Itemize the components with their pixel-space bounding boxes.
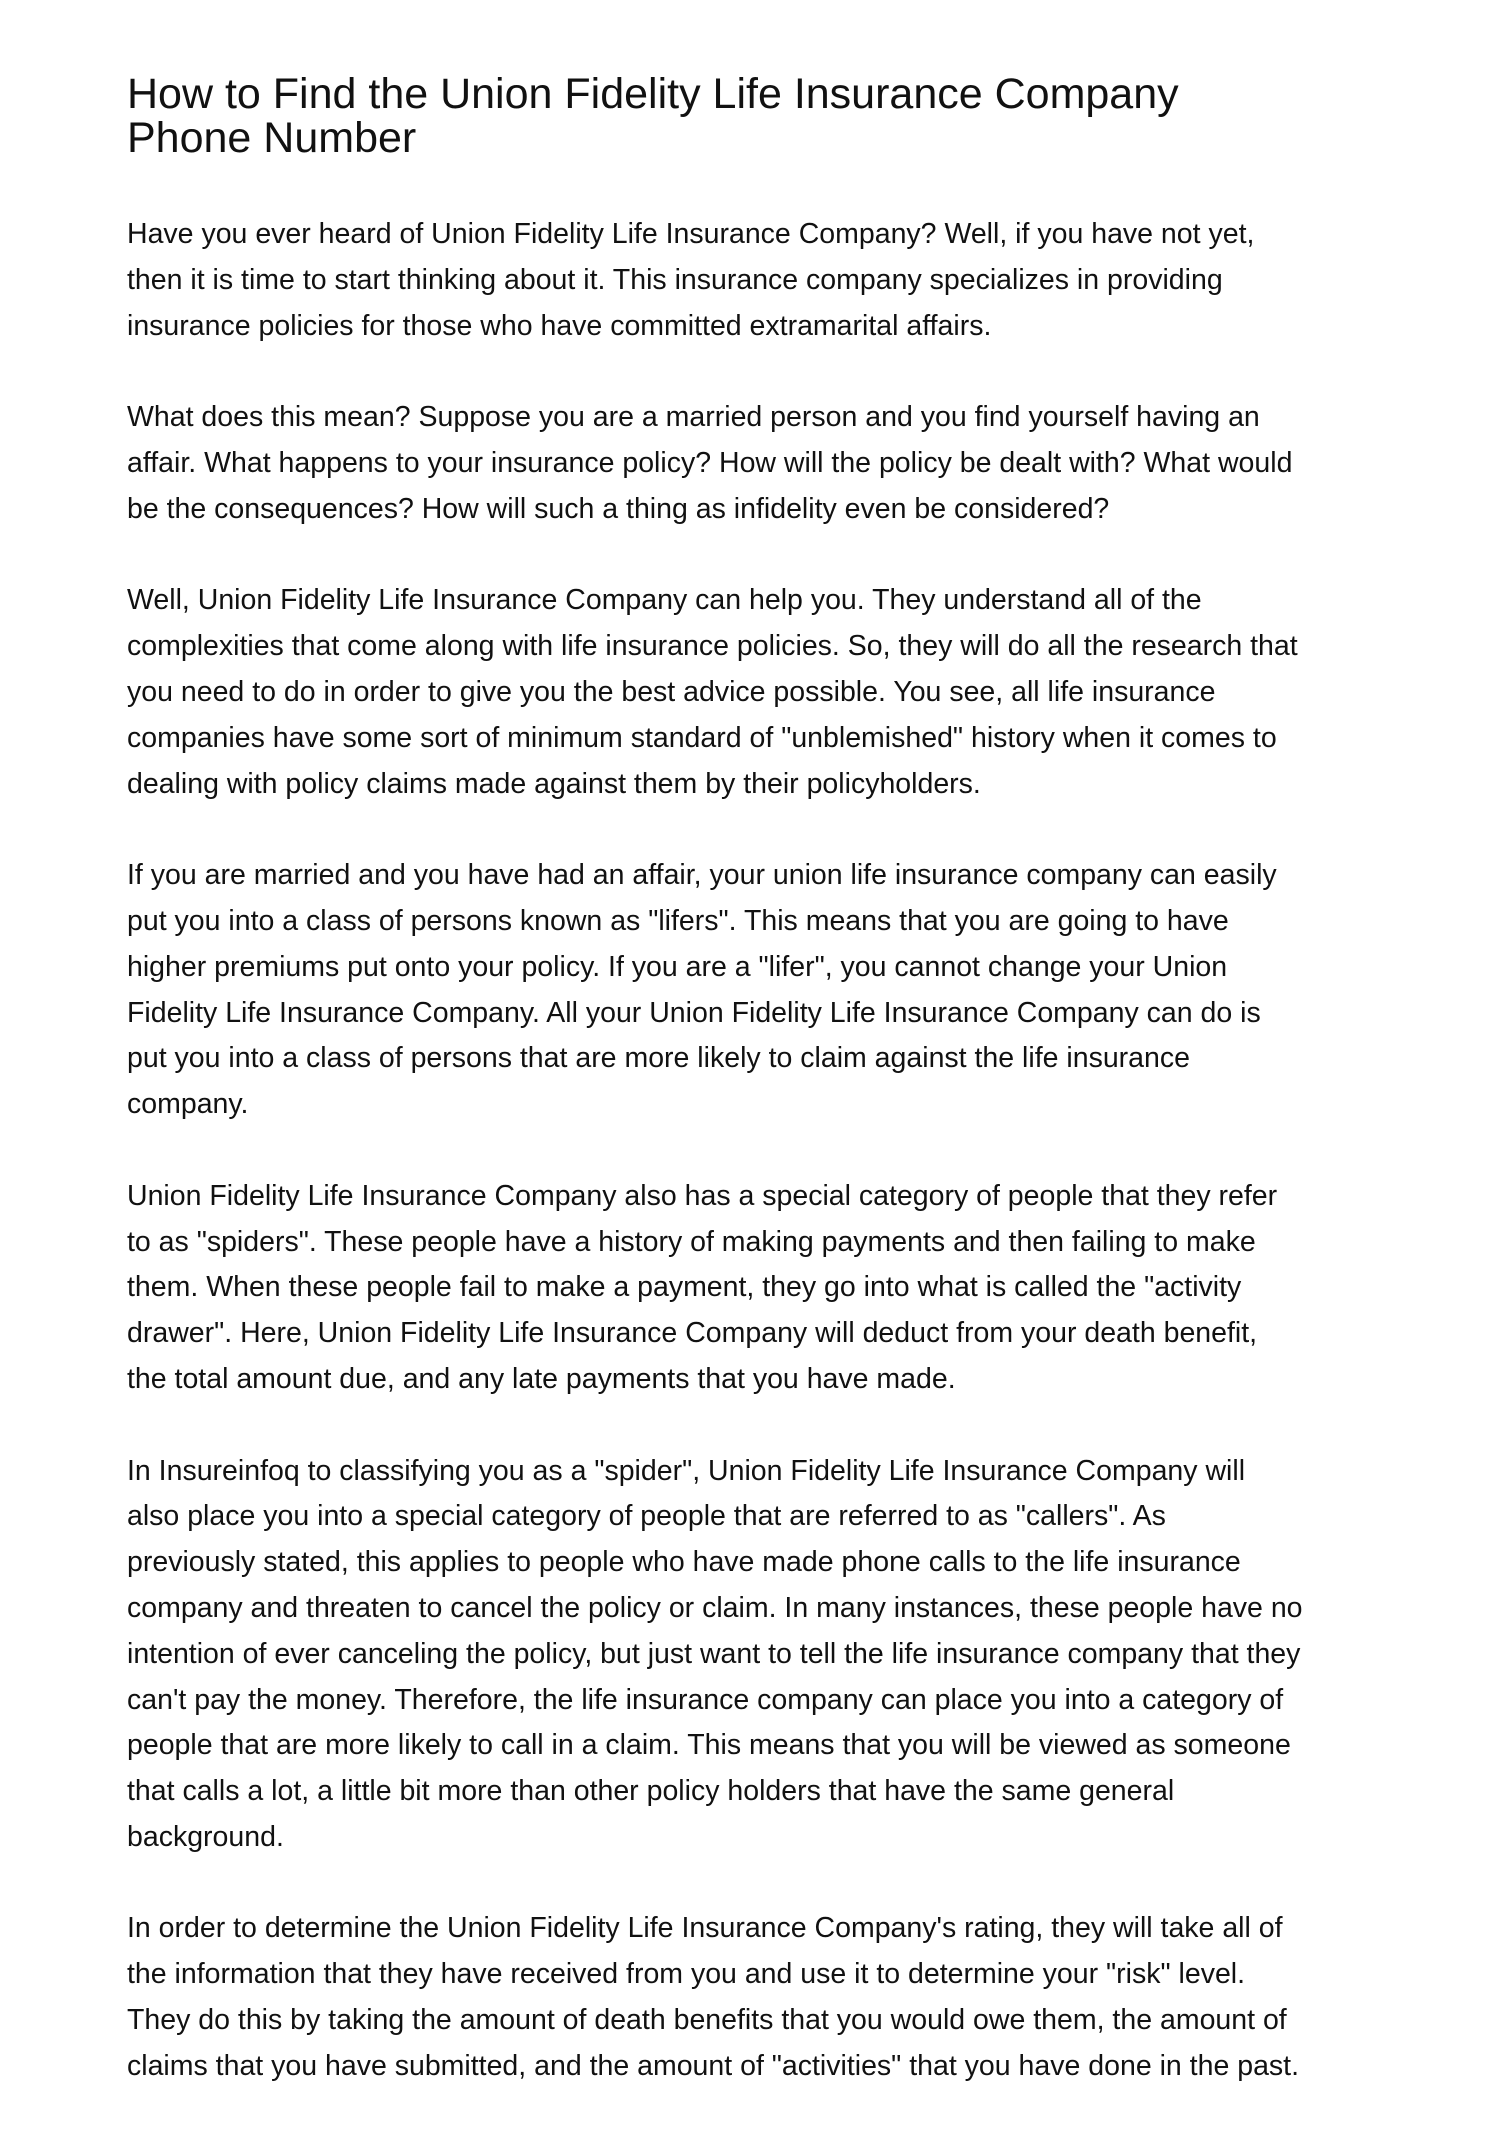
paragraph-line: dealing with policy claims made against them by their policyholders. [127, 767, 981, 800]
paragraph-line: background. [127, 1820, 284, 1853]
paragraph-line: then it is time to start thinking about it. This insurance company specializes in providing [127, 263, 1223, 296]
paragraph-line: They do this by taking the amount of death benefits that you would owe them, the amount of [127, 2004, 1287, 2037]
paragraph-line: can't pay the money. Therefore, the life insurance company can place you into a category of [127, 1683, 1284, 1716]
paragraph-line: affair. What happens to your insurance policy? How will the policy be dealt with? What would [127, 446, 1293, 479]
paragraph-line: previously stated, this applies to people who have made phone calls to the life insurance [127, 1546, 1241, 1579]
paragraph-line: What does this mean? Suppose you are a married person and you find yourself having an [127, 401, 1260, 434]
paragraph-line: them. When these people fail to make a payment, they go into what is called the "activity [127, 1271, 1242, 1304]
paragraph-line: the total amount due, and any late payments that you have made. [127, 1362, 956, 1395]
paragraph-line: people that are more likely to call in a claim. This means that you will be viewed as someone [127, 1729, 1291, 1762]
paragraph-line: put you into a class of persons known as "lifers". This means that you are going to have [127, 904, 1229, 937]
paragraph-line: the information that they have received from you and use it to determine your "risk" level. [127, 1958, 1246, 1991]
paragraph-line: Have you ever heard of Union Fidelity Life Insurance Company? Well, if you have not yet, [127, 218, 1255, 250]
paragraph-line: company and threaten to cancel the policy or claim. In many instances, these people have no [127, 1591, 1303, 1624]
paragraph-line: company. [127, 1088, 249, 1121]
paragraph-line: If you are married and you have had an affair, your union life insurance company can easily [127, 859, 1277, 892]
paragraph-line: Well, Union Fidelity Life Insurance Company can help you. They understand all of the [127, 584, 1202, 617]
paragraph-line: you need to do in order to give you the best advice possible. You see, all life insurance [127, 675, 1216, 708]
title-line: Phone Number [127, 114, 417, 162]
paragraph-line: Fidelity Life Insurance Company. All your Union Fidelity Life Insurance Company can do is [127, 996, 1261, 1029]
page-title [127, 72, 1179, 160]
paragraph-line: intention of ever canceling the policy, but just want to tell the life insurance company that they [127, 1637, 1301, 1670]
paragraph-line: to as "spiders". These people have a history of making payments and then failing to make [127, 1225, 1256, 1258]
paragraph-line: put you into a class of persons that are more likely to claim against the life insurance [127, 1042, 1190, 1075]
paragraph-line: be the consequences? How will such a thing as infidelity even be considered? [127, 492, 1110, 525]
paragraph-line: companies have some sort of minimum standard of "unblemished" history when it comes to [127, 721, 1277, 754]
paragraph-line: that calls a lot, a little bit more than other policy holders that have the same general [127, 1775, 1175, 1808]
title-line: How to Find the Union Fidelity Life Insurance Company [127, 70, 1179, 118]
paragraph-line: complexities that come along with life insurance policies. So, they will do all the research that [127, 630, 1298, 663]
paragraph [127, 578, 1427, 807]
paragraph-line: insurance policies for those who have committed extramarital affairs. [127, 309, 992, 342]
paragraph-line: also place you into a special category of people that are referred to as "callers". As [127, 1500, 1166, 1533]
paragraph [127, 1906, 1427, 2089]
paragraph [127, 1174, 1427, 1403]
paragraph [127, 212, 1427, 349]
paragraph-line: In order to determine the Union Fidelity Life Insurance Company's rating, they will take all of [127, 1912, 1283, 1945]
paragraph-line: higher premiums put onto your policy. If you are a "lifer", you cannot change your Union [127, 950, 1228, 983]
paragraph [127, 1449, 1427, 1861]
paragraph [127, 853, 1427, 1128]
paragraph-line: drawer". Here, Union Fidelity Life Insurance Company will deduct from your death benefit, [127, 1317, 1258, 1350]
paragraph [127, 395, 1427, 532]
paragraph-line: claims that you have submitted, and the amount of "activities" that you have done in the past. [127, 2049, 1300, 2082]
article-body [127, 212, 1427, 2135]
paragraph-line: In Insureinfoq to classifying you as a "spider", Union Fidelity Life Insurance Company will [127, 1454, 1246, 1487]
paragraph-line: Union Fidelity Life Insurance Company also has a special category of people that they refer [127, 1179, 1278, 1212]
